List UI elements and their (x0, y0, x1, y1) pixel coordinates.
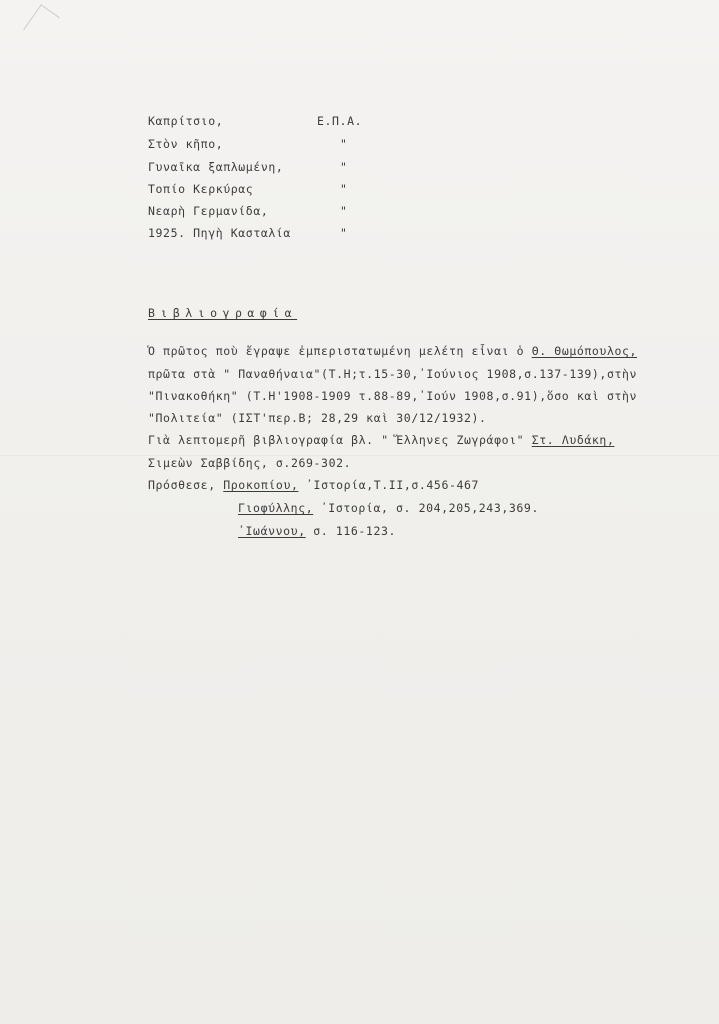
line-text: ᾿Ιστορία, σ. 204,205,243,369. (320, 501, 539, 515)
work-owner: " (340, 226, 348, 240)
section-heading: Βιβλιογραφία (148, 306, 298, 320)
text-line: Σιμεὼν Σαββίδης, σ.269-302. (148, 456, 352, 470)
line-text: Γιὰ λεπτομερῆ βιβλιογραφία βλ. " Ἕλληνες Ζωγράφοι" (148, 433, 525, 447)
text-line: "Πολιτεία" (ΙΣΤ'περ.Β; 28,29 καὶ 30/12/1932). (148, 411, 487, 425)
text-line (238, 526, 396, 538)
work-title: Στὸν κῆπο, (148, 137, 224, 151)
author-name: Προκοπίου, (223, 478, 299, 492)
text-line: πρῶτα στὰ " Παναθήναια"(Τ.Η;τ.15-30,᾿Ιούνιος 1908,σ.137-139),στὴν (148, 367, 638, 381)
text-line (148, 435, 614, 447)
fold-crease (0, 455, 719, 456)
line-text: Ὁ πρῶτος ποὺ ἔγραψε ἐμπεριστατωμένη μελέτη εἶναι ὁ (148, 344, 525, 358)
work-owner: Ε.Π.Α. (317, 114, 363, 128)
work-title: Νεαρὴ Γερμανίδα, (148, 204, 269, 218)
text-line (148, 480, 479, 492)
work-title: Τοπίο Κερκύρας (148, 182, 254, 196)
work-title: Γυναῖκα ξαπλωμένη, (148, 160, 284, 174)
work-title: Καπρίτσιο, (148, 114, 224, 128)
author-name: Θ. Θωμόπουλος, (531, 344, 638, 358)
text-line (238, 503, 539, 515)
work-owner: " (340, 137, 348, 151)
line-text: Πρόσθεσε, (148, 478, 216, 492)
text-line: "Πινακοθήκη" (Τ.Η'1908-1909 τ.88-89,᾿Ιούν 1908,σ.91),ὅσο καὶ στὴν (148, 389, 638, 403)
work-owner: " (340, 182, 348, 196)
line-text: ᾿Ιστορία,Τ.ΙΙ,σ.456-467 (306, 478, 480, 492)
line-text: σ. 116-123. (313, 524, 397, 538)
author-name: Στ. Λυδάκη, (531, 433, 615, 447)
text-line (148, 346, 637, 358)
work-owner: " (340, 204, 348, 218)
work-title: 1925. Πηγὴ Κασταλία (148, 226, 291, 240)
author-name: ᾿Ιωάννου, (238, 524, 306, 538)
author-name: Γιοφύλλης, (238, 501, 314, 515)
work-owner: " (340, 160, 348, 174)
